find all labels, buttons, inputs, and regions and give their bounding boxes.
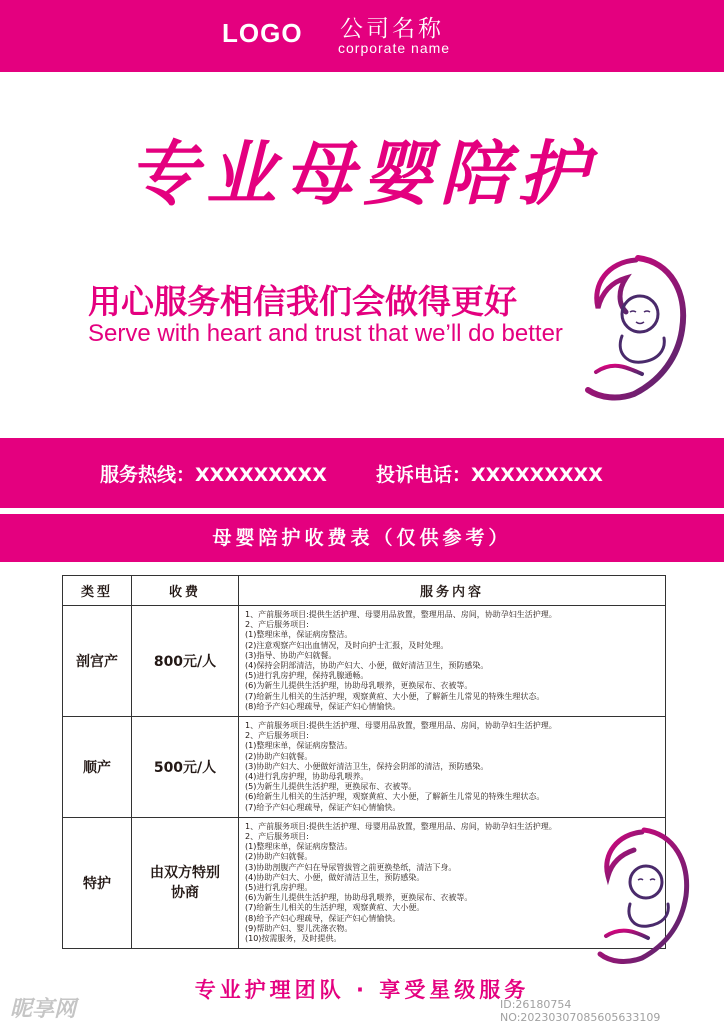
logo: LOGO <box>222 18 303 48</box>
content-line: (2)协助产妇就餐。 <box>245 852 313 862</box>
row-price: 800元/人 <box>132 606 239 717</box>
content-line: (8)给予产妇心理疏导，保证产妇心情愉快。 <box>245 701 401 711</box>
content-line: (7)给予产妇心理疏导，保证产妇心情愉快。 <box>245 802 401 812</box>
header-price: 收费 <box>132 576 239 606</box>
content-line: (8)给予产妇心理疏导，保证产妇心情愉快。 <box>245 913 401 923</box>
row-content <box>239 606 666 717</box>
content-line: (7)给新生儿相关的生活护理，观察黄疸、大小便，了解新生儿常见的特殊生理状态。 <box>245 691 545 701</box>
content-line: (5)进行乳房护理，保持乳腺通畅。 <box>245 671 369 681</box>
content-line: 1、产前服务项目:提供生活护理、母婴用品放置，整理用品、房间，协助孕妇生活护理。 <box>245 721 557 731</box>
contact-band <box>0 438 724 508</box>
content-line: 1、产前服务项目:提供生活护理、母婴用品放置，整理用品、房间，协助孕妇生活护理。 <box>245 821 557 831</box>
content-line: (4)协助产妇大、小便，做好清洁卫生，预防感染。 <box>245 872 425 882</box>
footer-slogan: 专业护理团队 · 享受星级服务 <box>194 978 530 1002</box>
content-line: (1)整理床单，保证病房整洁。 <box>245 630 353 640</box>
header-type: 类型 <box>63 576 132 606</box>
content-line: (4)保持会阴部清洁，协助产妇大、小便，做好清洁卫生，预防感染。 <box>245 661 489 671</box>
complaint-phone: 投诉电话：XXXXXXXXX <box>376 464 603 486</box>
table-title: 母婴陪护收费表（仅供参考） <box>0 514 724 562</box>
table-row <box>63 717 666 818</box>
content-line: (2)注意观察产妇出血情况，及时向护士汇报，及时处理。 <box>245 640 449 650</box>
mother-baby-icon <box>578 252 690 402</box>
header-content: 服务内容 <box>239 576 666 606</box>
content-line: (10)按需服务，及时提供。 <box>245 934 342 944</box>
content-line: (6)给新生儿相关的生活护理，观察黄疸、大小便，了解新生儿常见的特殊生理状态。 <box>245 792 545 802</box>
company-name: 公司名称 <box>340 16 444 42</box>
content-line: 1、产前服务项目:提供生活护理、母婴用品放置，整理用品、房间，协助孕妇生活护理。 <box>245 610 557 619</box>
content-line: (9)帮助产妇、婴儿洗涤衣物。 <box>245 923 353 933</box>
content-line: (3)指导、协助产妇就餐。 <box>245 650 337 660</box>
row-type: 特护 <box>63 817 132 948</box>
row-price: 500元/人 <box>132 717 239 818</box>
content-line: (1)整理床单，保证病房整洁。 <box>245 842 353 852</box>
content-line: (6)为新生儿提供生活护理，协助母乳喂养，更换尿布、衣被等。 <box>245 893 473 903</box>
table-row <box>63 817 666 948</box>
content-line: (2)协助产妇就餐。 <box>245 751 313 761</box>
content-line: (5)为新生儿提供生活护理，更换尿布、衣被等。 <box>245 782 417 792</box>
mother-baby-icon <box>592 826 692 966</box>
content-line: (6)为新生儿提供生活护理，协助母乳喂养，更换尿布、衣被等。 <box>245 681 473 691</box>
watermark-id: ID:26180754 NO:20230307085605633109 <box>500 998 661 1024</box>
row-price: 由双方特别协商 <box>132 817 239 948</box>
slogan-cn: 用心服务相信我们会做得更好 <box>88 282 517 321</box>
row-content <box>239 717 666 818</box>
row-type: 剖宫产 <box>63 606 132 717</box>
headline: 专业母婴陪护 <box>128 132 596 215</box>
content-line: (3)协助剖腹产产妇在导尿管拔管之前更换垫纸，清洁下身。 <box>245 862 457 872</box>
slogan-en: Serve with heart and trust that we’ll do better <box>88 320 563 347</box>
content-line: (4)进行乳房护理，协助母乳喂养。 <box>245 772 369 782</box>
content-line: 2、产后服务项目: <box>245 731 309 741</box>
row-type: 顺产 <box>63 717 132 818</box>
service-hotline: 服务热线：XXXXXXXXX <box>100 464 327 486</box>
fee-table <box>62 575 666 949</box>
content-line: 2、产后服务项目: <box>245 832 309 842</box>
content-line: (1)整理床单，保证病房整洁。 <box>245 741 353 751</box>
company-name-en: corporate name <box>338 40 451 56</box>
content-line: (5)进行乳房护理。 <box>245 883 313 893</box>
table-row <box>63 606 666 717</box>
content-line: (7)给新生儿相关的生活护理，观察黄疸、大小便。 <box>245 903 425 913</box>
watermark-brand: 昵享网 <box>10 997 77 1022</box>
table-header-row <box>63 576 666 606</box>
content-line: 2、产后服务项目: <box>245 620 309 630</box>
content-line: (3)协助产妇大、小便做好清洁卫生，保持会阴部的清洁，预防感染。 <box>245 761 489 771</box>
top-header-bar <box>0 0 724 72</box>
